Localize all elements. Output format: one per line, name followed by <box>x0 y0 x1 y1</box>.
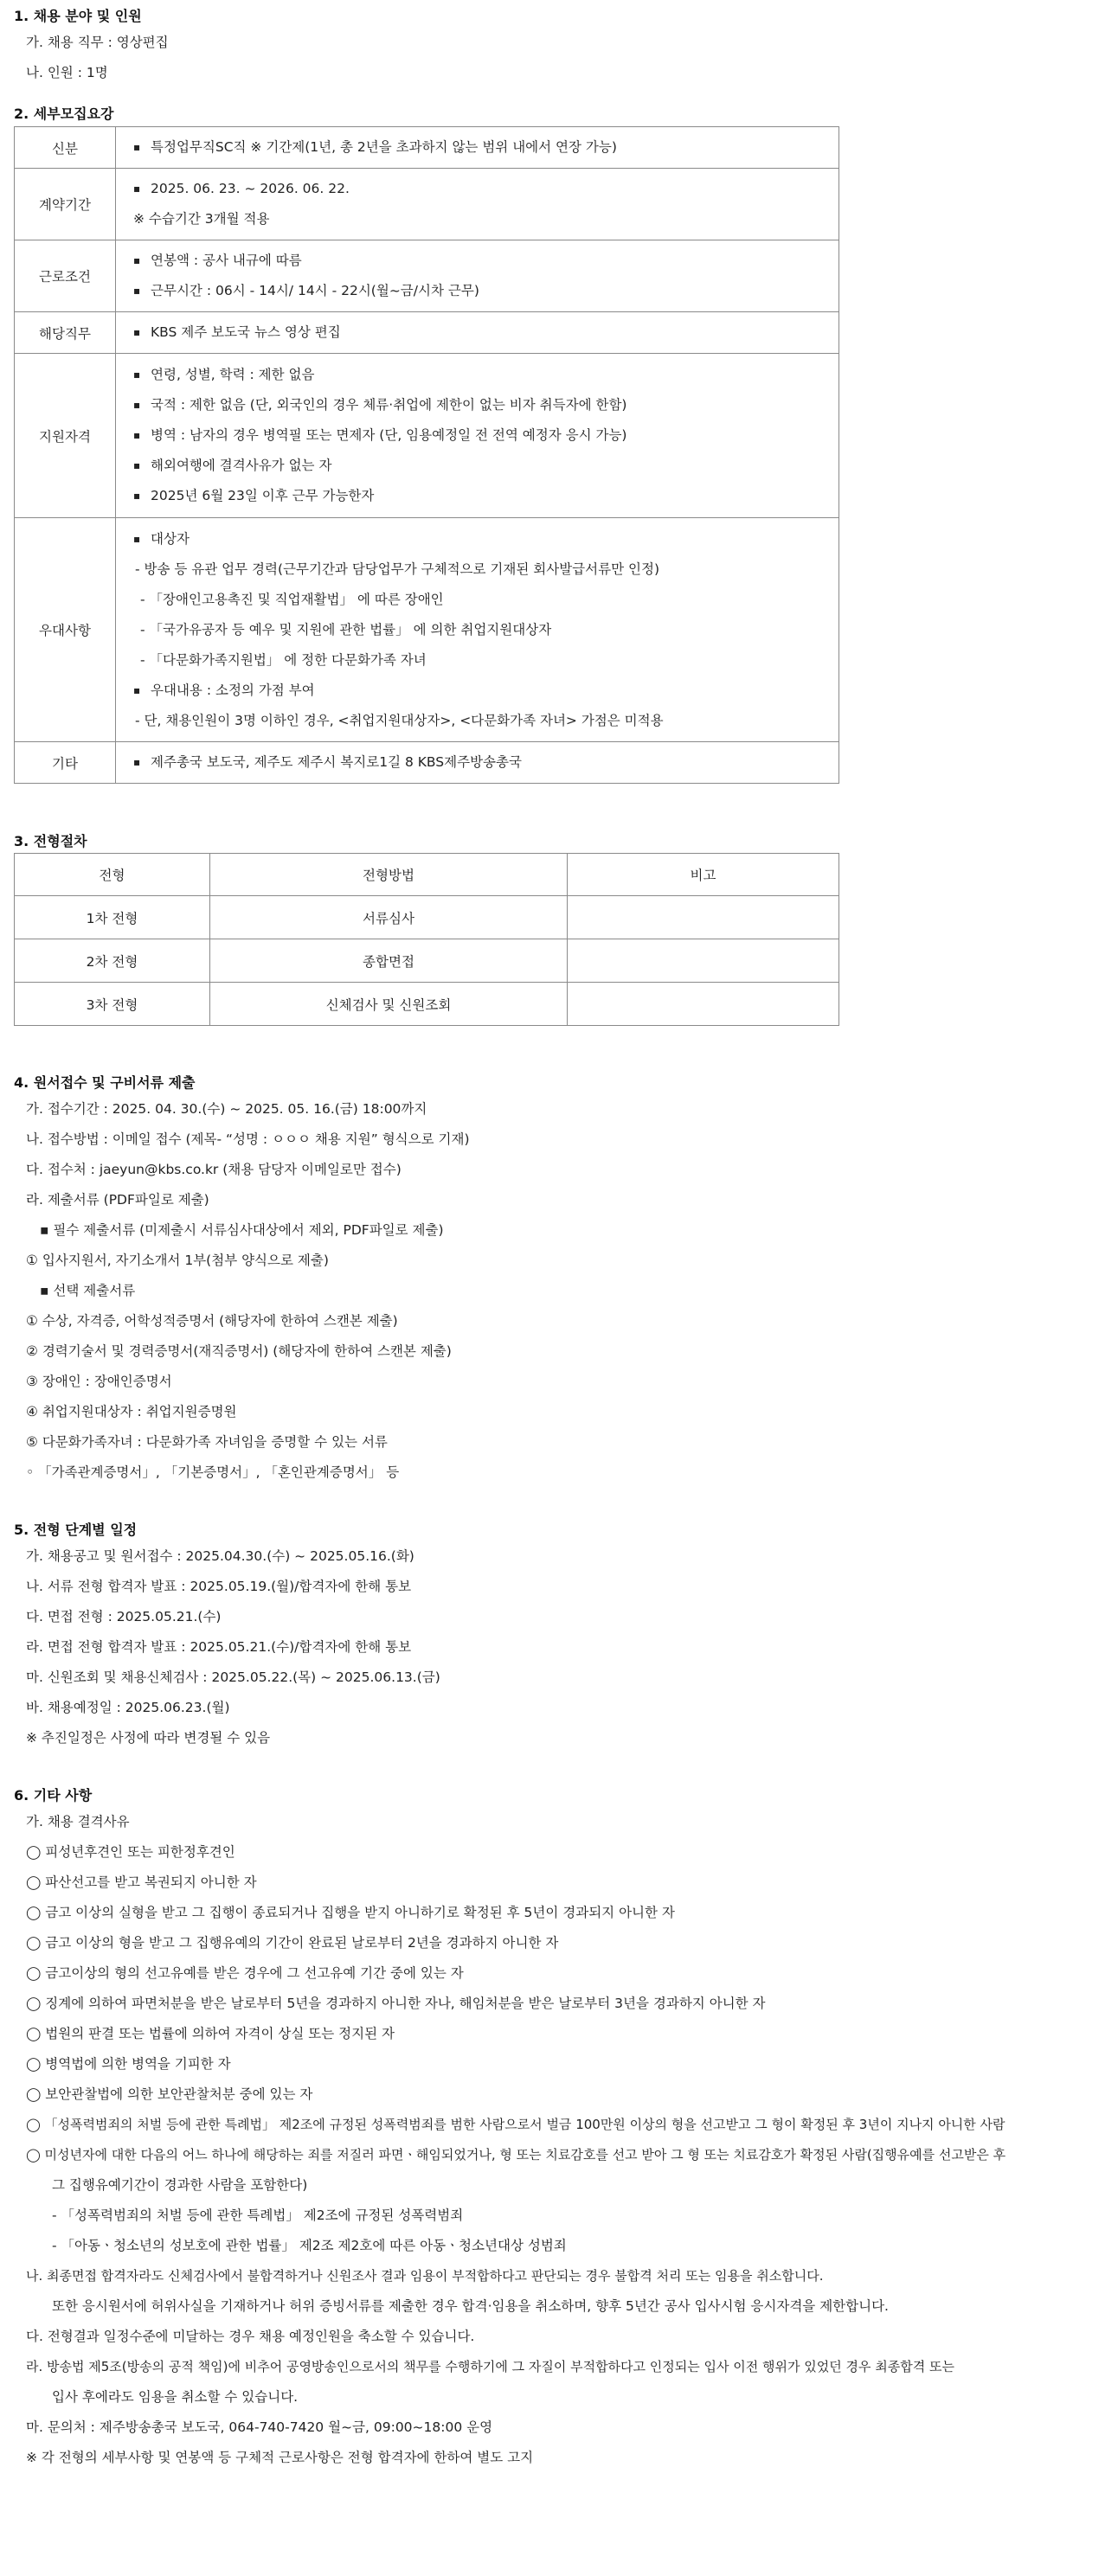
stage-cell: 2차 전형 <box>15 939 210 983</box>
disqualification-subitem: - 「아동ㆍ청소년의 성보호에 관한 법률」 제2조 제2호에 따른 아동ㆍ청소년대상 성범죄 <box>52 2238 567 2253</box>
contact-info: 마. 문의처 : 제주방송총국 보도국, 064-740-7420 월~금, 09:00~18:00 운영 <box>26 2419 493 2435</box>
preference-item: ▪ 우대내용 : 소정의 가점 부여 <box>133 676 838 706</box>
row-label-working-conditions: 근로조건 <box>15 240 116 312</box>
qualification-item: ▪ 국적 : 제한 없음 (단, 외국인의 경우 체류·취업에 제한이 없는 비자 취득자에 한함) <box>133 390 838 420</box>
table-row <box>15 127 839 169</box>
schedule-list <box>14 1541 1118 1753</box>
other-list <box>14 1807 1118 2473</box>
disqualification-item: ◯ 금고이상의 형의 선고유예를 받은 경우에 그 선고유예 기간 중에 있는 자 <box>26 1965 464 1981</box>
schedule-item: 가. 채용공고 및 원서접수 : 2025.04.30.(수) ~ 2025.05.16.(화) <box>26 1548 414 1564</box>
salary-value: ▪ 연봉액 : 공사 내규에 따름 <box>133 246 838 276</box>
note-cell <box>568 939 839 983</box>
final-note: ※ 각 전형의 세부사항 및 연봉액 등 구체적 근로사항은 전형 합격자에 한하여 별도 고지 <box>26 2450 534 2465</box>
document-item: ▪ 선택 제출서류 <box>40 1283 136 1298</box>
row-label-contract-period: 계약기간 <box>15 169 116 240</box>
application-list <box>14 1094 1118 1488</box>
schedule-item: 다. 면접 전형 : 2025.05.21.(수) <box>26 1609 222 1624</box>
table-row <box>15 896 839 939</box>
disqualification-item: ◯ 법원의 판결 또는 법률에 의하여 자격이 상실 또는 정지된 자 <box>26 2026 395 2041</box>
column-header-method: 전형방법 <box>210 854 568 896</box>
location-value: ▪ 제주총국 보도국, 제주도 제주시 복지로1길 8 KBS제주방송총국 <box>133 747 838 778</box>
method-cell: 종합면접 <box>210 939 568 983</box>
disqualification-item-continued: 그 집행유예기간이 경과한 사람을 포함한다) <box>52 2177 308 2193</box>
disqualification-item: ◯ 병역법에 의한 병역을 기피한 자 <box>26 2056 231 2072</box>
preference-item: - 「국가유공자 등 예우 및 지원에 관한 법률」 에 의한 취업지원대상자 <box>140 621 552 638</box>
qualification-item: ▪ 2025년 6월 23일 이후 근무 가능한자 <box>133 481 838 511</box>
other-note-continued: 또한 응시원서에 허위사실을 기재하거나 허위 증빙서류를 제출한 경우 합격·임용을 취소하며, 향후 5년간 공사 입사시험 응시자격을 제한합니다. <box>52 2298 889 2314</box>
section-title-schedule: 5. 전형 단계별 일정 <box>14 1522 138 1538</box>
application-method: 나. 접수방법 : 이메일 접수 (제목- “성명 : ㅇㅇㅇ 채용 지원” 형식으로 기재) <box>26 1131 470 1147</box>
qualification-item: ▪ 해외여행에 결격사유가 없는 자 <box>133 451 838 481</box>
schedule-note: ※ 추진일정은 사정에 따라 변경될 수 있음 <box>26 1730 271 1746</box>
probation-note: ※ 수습기간 3개월 적용 <box>133 211 270 227</box>
disqualification-item: ◯ 피성년후견인 또는 피한정후견인 <box>26 1844 235 1860</box>
job-field-text: 가. 채용 직무 : 영상편집 <box>26 35 169 50</box>
duty-value: ▪ KBS 제주 보도국 뉴스 영상 편집 <box>133 317 838 348</box>
section-title-recruitment-field: 1. 채용 분야 및 인원 <box>14 8 142 24</box>
method-cell: 신체검사 및 신원조회 <box>210 983 568 1026</box>
schedule-item: 바. 채용예정일 : 2025.06.23.(월) <box>26 1700 230 1715</box>
table-row <box>15 312 839 354</box>
note-cell <box>568 983 839 1026</box>
row-label-other: 기타 <box>15 742 116 784</box>
disqualification-item: ◯ 미성년자에 대한 다음의 어느 하나에 해당하는 죄를 저질러 파면ㆍ해임되었거나, 형 또는 치료감호를 선고 받아 그 형 또는 치료감호가 확정된 사람(집행유예를 선고받은 후 <box>26 2147 1006 2163</box>
row-label-status: 신분 <box>15 127 116 169</box>
row-label-preferences: 우대사항 <box>15 518 116 742</box>
table-row <box>15 518 839 742</box>
other-note: 다. 전형결과 일정수준에 미달하는 경우 채용 예정인원을 축소할 수 있습니다. <box>26 2329 475 2344</box>
table-row <box>15 240 839 312</box>
selection-process-table <box>14 853 839 1026</box>
application-period: 가. 접수기간 : 2025. 04. 30.(수) ~ 2025. 05. 16.(금) 18:00까지 <box>26 1101 427 1117</box>
schedule-item: 나. 서류 전형 합격자 발표 : 2025.05.19.(월)/합격자에 한해 통보 <box>26 1579 412 1594</box>
details-table <box>14 126 839 784</box>
disqualification-item: ◯ 금고 이상의 실형을 받고 그 집행이 종료되거나 집행을 받지 아니하기로 확정된 후 5년이 경과되지 아니한 자 <box>26 1905 675 1920</box>
column-header-note: 비고 <box>568 854 839 896</box>
other-note: 라. 방송법 제5조(방송의 공적 책임)에 비추어 공영방송인으로서의 책무를 수행하기에 그 자질이 부적합하다고 인정되는 입사 이전 행위가 있었던 경우 최종합격 또는 <box>26 2359 954 2374</box>
document-item: ⑤ 다문화가족자녀 : 다문화가족 자녀임을 증명할 수 있는 서류 <box>26 1434 388 1450</box>
section-title-selection-process: 3. 전형절차 <box>14 833 87 849</box>
preference-item: - 「다문화가족지원법」 에 정한 다문화가족 자녀 <box>140 651 427 668</box>
contract-period-value: ▪ 2025. 06. 23. ~ 2026. 06. 22. <box>133 174 838 204</box>
disqualification-item: ◯ 금고 이상의 형을 받고 그 집행유예의 기간이 완료된 날로부터 2년을 경과하지 아니한 자 <box>26 1935 559 1951</box>
disqualification-item: ◯ 보안관찰법에 의한 보안관찰처분 중에 있는 자 <box>26 2086 313 2102</box>
disqualification-heading: 가. 채용 결격사유 <box>26 1814 130 1829</box>
section-title-application: 4. 원서접수 및 구비서류 제출 <box>14 1074 196 1091</box>
required-documents-heading: 라. 제출서류 (PDF파일로 제출) <box>26 1192 209 1208</box>
other-note: 나. 최종면접 합격자라도 신체검사에서 불합격하거나 신원조사 결과 임용이 부적합하다고 판단되는 경우 불합격 처리 또는 임용을 취소합니다. <box>26 2268 824 2284</box>
disqualification-subitem: - 「성폭력범죄의 처벌 등에 관한 특례법」 제2조에 규정된 성폭력범죄 <box>52 2208 464 2223</box>
row-label-duty: 해당직무 <box>15 312 116 354</box>
disqualification-item: ◯ 「성폭력범죄의 처벌 등에 관한 특례법」 제2조에 규정된 성폭력범죄를 범한 사람으로서 벌금 100만원 이상의 형을 선고받고 그 형이 확정된 후 3년이 지나지 아니한 사람 <box>26 2117 1006 2132</box>
document-item: ① 수상, 자격증, 어학성적증명서 (해당자에 한하여 스캔본 제출) <box>26 1313 398 1329</box>
application-email: 다. 접수처 : jaeyun@kbs.co.kr (채용 담당자 이메일로만 접수) <box>26 1162 402 1177</box>
headcount-text: 나. 인원 : 1명 <box>26 65 108 80</box>
schedule-item: 라. 면접 전형 합격자 발표 : 2025.05.21.(수)/합격자에 한해 통보 <box>26 1639 412 1655</box>
document-item: ▪ 필수 제출서류 (미제출시 서류심사대상에서 제외, PDF파일로 제출) <box>40 1222 444 1238</box>
working-hours-value: ▪ 근무시간 : 06시 - 14시/ 14시 - 22시(월~금/시차 근무) <box>133 276 838 306</box>
document-item: ② 경력기술서 및 경력증명서(재직증명서) (해당자에 한하여 스캔본 제출) <box>26 1343 452 1359</box>
preference-item: - 단, 채용인원이 3명 이하인 경우, <취업지원대상자>, <다문화가족 자녀> 가점은 미적용 <box>135 712 664 728</box>
preference-item: - 방송 등 유관 업무 경력(근무기간과 담당업무가 구체적으로 기재된 회사발급서류만 인정) <box>135 561 659 577</box>
status-value: ▪ 특정업무직SC직 ※ 기간제(1년, 총 2년을 초과하지 않는 범위 내에서 연장 가능) <box>133 132 838 163</box>
qualification-item: ▪ 연령, 성별, 학력 : 제한 없음 <box>133 360 838 390</box>
section-title-other: 6. 기타 사항 <box>14 1787 93 1804</box>
preference-item: - 「장애인고용촉진 및 직업재활법」 에 따른 장애인 <box>140 591 444 607</box>
schedule-item: 마. 신원조회 및 채용신체검사 : 2025.05.22.(목) ~ 2025.06.13.(금) <box>26 1669 440 1685</box>
table-row <box>15 169 839 240</box>
qualification-item: ▪ 병역 : 남자의 경우 병역필 또는 면제자 (단, 임용예정일 전 전역 예정자 응시 가능) <box>133 420 838 451</box>
other-note-continued: 입사 후에라도 임용을 취소할 수 있습니다. <box>52 2389 299 2405</box>
method-cell: 서류심사 <box>210 896 568 939</box>
table-row <box>15 742 839 784</box>
table-row <box>15 939 839 983</box>
row-label-qualifications: 지원자격 <box>15 354 116 518</box>
stage-cell: 3차 전형 <box>15 983 210 1026</box>
table-row <box>15 983 839 1026</box>
stage-cell: 1차 전형 <box>15 896 210 939</box>
document-item: ③ 장애인 : 장애인증명서 <box>26 1374 172 1389</box>
section-title-details: 2. 세부모집요강 <box>14 106 114 122</box>
disqualification-item: ◯ 파산선고를 받고 복권되지 아니한 자 <box>26 1874 257 1890</box>
column-header-stage: 전형 <box>15 854 210 896</box>
preference-item: ▪ 대상자 <box>133 524 838 554</box>
disqualification-item: ◯ 징계에 의하여 파면처분을 받은 날로부터 5년을 경과하지 아니한 자나, 해임처분을 받은 날로부터 3년을 경과하지 아니한 자 <box>26 1996 766 2011</box>
document-item: ④ 취업지원대상자 : 취업지원증명원 <box>26 1404 237 1419</box>
table-header-row <box>15 854 839 896</box>
note-cell <box>568 896 839 939</box>
document-item: ◦ 「가족관계증명서」, 「기본증명서」, 「혼인관계증명서」 등 <box>26 1464 400 1480</box>
table-row <box>15 354 839 518</box>
document-item: ① 입사지원서, 자기소개서 1부(첨부 양식으로 제출) <box>26 1253 329 1268</box>
